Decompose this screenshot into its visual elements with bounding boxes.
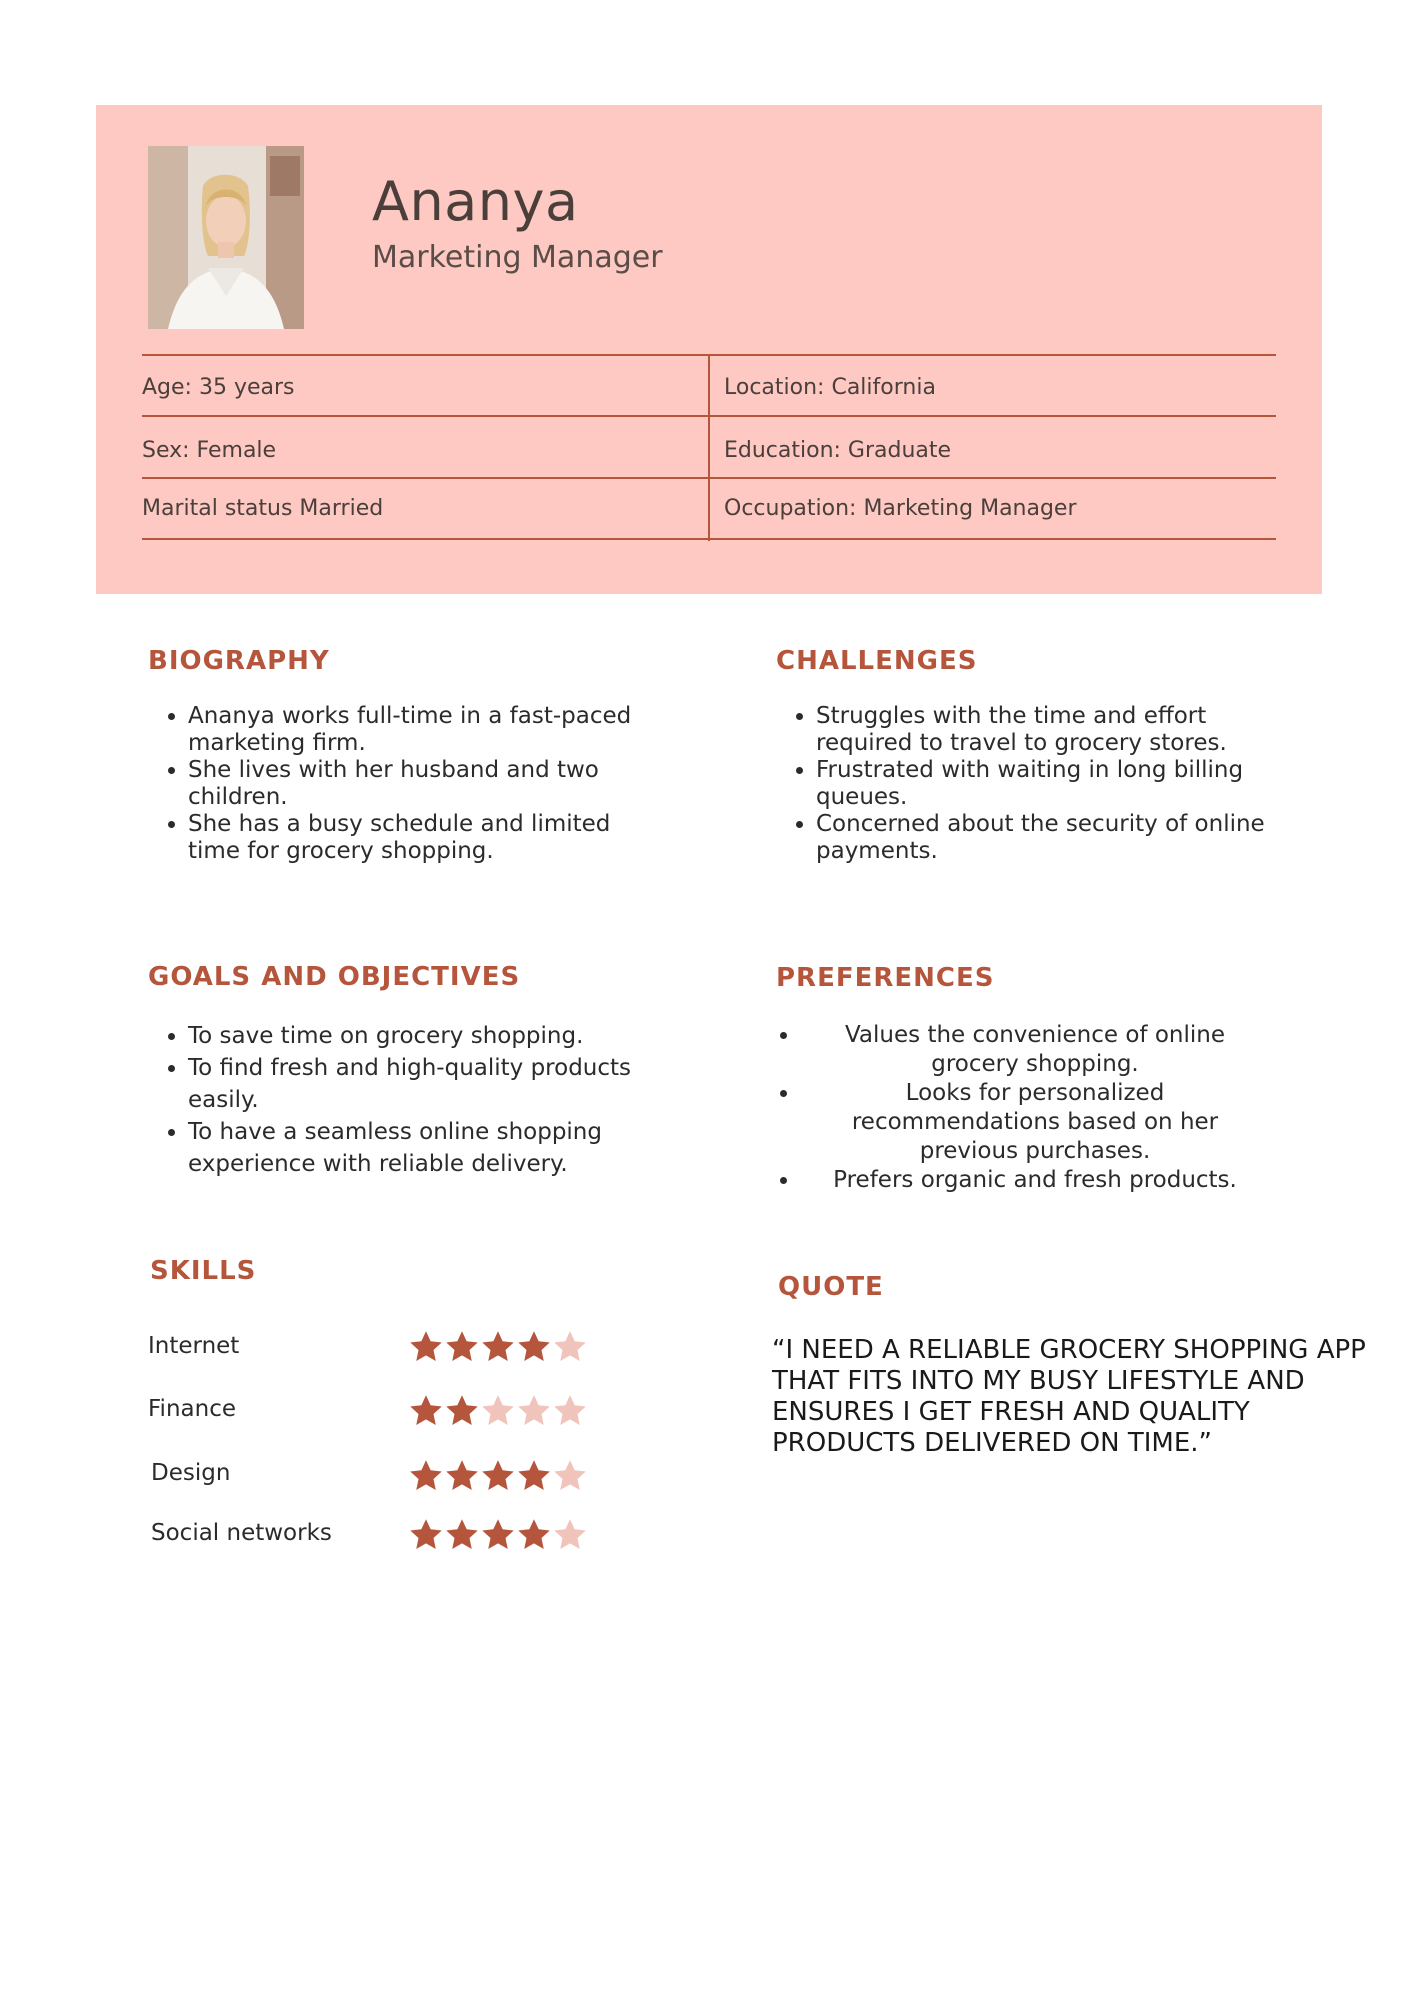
skill-label: Social networks [151,1520,332,1546]
challenges-list [776,703,1296,865]
biography-heading: BIOGRAPHY [148,646,330,676]
list-item: • Frustrated with waiting in long billing queues. [816,757,1296,811]
detail-education: Education: Graduate [724,438,952,463]
detail-age: Age: 35 years [142,375,295,400]
star-filled-icon [516,1329,552,1365]
preferences-heading: PREFERENCES [776,963,995,993]
persona-title: Marketing Manager [372,240,663,275]
skills-heading: SKILLS [150,1256,257,1286]
star-filled-icon [444,1458,480,1494]
star-filled-icon [408,1458,444,1494]
star-empty-icon [552,1329,588,1365]
list-item: • Struggles with the time and effort required to travel to grocery stores. [816,703,1296,757]
list-item: • Prefers organic and fresh products. [800,1166,1270,1195]
detail-occupation: Occupation: Marketing Manager [724,496,1077,521]
portrait-photo-icon [148,146,304,329]
biography-list [148,703,668,865]
skill-rating [408,1517,588,1553]
skill-rating [408,1329,588,1365]
goals-list [148,1020,658,1180]
star-filled-icon [444,1329,480,1365]
list-item: • Ananya works full-time in a fast-paced marketing firm. [188,703,668,757]
detail-sex: Sex: Female [142,438,277,463]
skill-label: Design [151,1460,231,1486]
preferences-list [770,1021,1270,1195]
list-item: • To find fresh and high-quality products easily. [188,1052,658,1116]
star-filled-icon [480,1329,516,1365]
star-filled-icon [480,1458,516,1494]
goals-heading: GOALS AND OBJECTIVES [148,962,521,992]
detail-marital: Marital status Married [142,496,384,521]
star-filled-icon [444,1393,480,1429]
avatar [148,146,304,329]
persona-name: Ananya [372,170,579,233]
star-filled-icon [480,1517,516,1553]
star-filled-icon [408,1393,444,1429]
star-empty-icon [480,1393,516,1429]
list-item: • Values the convenience of online grocery shopping. [800,1021,1270,1079]
star-empty-icon [552,1393,588,1429]
list-item: • To have a seamless online shopping experience with reliable delivery. [188,1116,658,1180]
star-empty-icon [552,1517,588,1553]
list-item: • Concerned about the security of online payments. [816,811,1296,865]
star-filled-icon [444,1517,480,1553]
list-item: • Looks for personalized recommendations based on her previous purchases. [800,1079,1270,1166]
list-item: • She lives with her husband and two children. [188,757,668,811]
star-filled-icon [516,1517,552,1553]
star-empty-icon [552,1458,588,1494]
star-empty-icon [516,1393,552,1429]
challenges-heading: CHALLENGES [776,646,978,676]
detail-location: Location: California [724,375,936,400]
list-item: • To save time on grocery shopping. [188,1020,658,1052]
star-filled-icon [408,1517,444,1553]
skill-rating [408,1393,588,1429]
quote-heading: QUOTE [778,1272,884,1302]
star-filled-icon [408,1329,444,1365]
column-divider [708,356,710,541]
quote-text: “I NEED A RELIABLE GROCERY SHOPPING APP THAT FITS INTO MY BUSY LIFESTYLE AND ENSURES I GET FRESH AND QUALITY PRODUCTS DELIVERED ON TIME.” [772,1335,1366,1458]
skill-label: Internet [148,1333,240,1359]
list-item: • She has a busy schedule and limited time for grocery shopping. [188,811,668,865]
skill-rating [408,1458,588,1494]
skill-label: Finance [148,1396,236,1422]
star-filled-icon [516,1458,552,1494]
